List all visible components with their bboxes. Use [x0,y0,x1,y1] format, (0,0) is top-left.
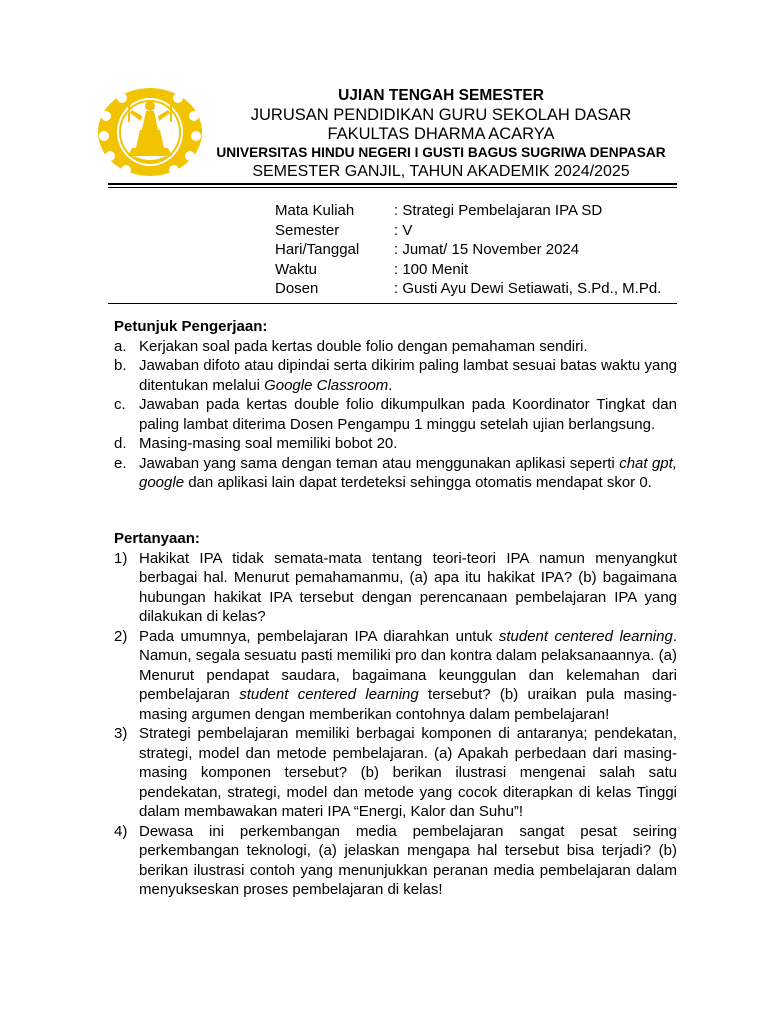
question-item [114,724,677,822]
instruction-item [114,454,677,493]
instruction-item [114,395,677,434]
item-text: . Namun, segala sesuatu pasti memiliki pro dan kontra dalam pelaksanaannya. (a) Menurut pendapat saudara, bagaimana keunggulan dan kelemahan dari pembelajaran [139,627,677,703]
info-row-course [275,201,661,221]
faculty-name: FAKULTAS DHARMA ACARYA [327,125,555,143]
item-text-italic: student centered learning [239,686,419,703]
instructions-section [114,317,677,493]
question-item [114,822,677,900]
item-text: Dewasa ini perkembangan media pembelajaran sangat pesat seiring perkembangan teknologi, (a) jelaskan mengapa hal tersebut bisa terjadi? (b) berikan ilustrasi contoh yang menunjukkan peranan media pembelajaran dalam menyukseskan proses pembelajaran di kelas! [139,822,677,898]
item-text: Strategi pembelajaran memiliki berbagai komponen di antaranya; pendekatan, strategi, model dan metode pembelajaran. (a) Apakah perbedaan dari masing-masing komponen tersebut? (b) berikan ilustrasi mengenai salah satu pendekatan, strategi, model dan metode yang cocok diterapkan di kelas Tinggi dalam membawakan materi IPA “Energi, Kalor dan Suhu”! [139,725,677,820]
header-divider [108,183,677,185]
instruction-item [114,434,677,454]
item-marker: 3) [114,725,128,742]
item-marker: b. [114,357,127,374]
instruction-item [114,337,677,357]
info-value: : Jumat/ 15 November 2024 [394,241,580,258]
item-text: dan aplikasi lain dapat terdeteksi sehingga otomatis mendapat skor 0. [184,474,652,491]
item-marker: a. [114,337,127,355]
info-value: : 100 Menit [394,260,469,278]
item-marker: c. [114,396,126,413]
info-label: Hari/Tanggal [275,241,360,258]
item-text: Hakikat IPA tidak semata-mata tentang teori-teori IPA namun menyangkut berbagai hal. Menurut pemahamanmu, (a) apa itu hakikat IPA? (b) bagaimana hubungan hakikat IPA tersebut dengan perencanaan pembelajaran IPA yang dilakukan di kelas? [139,549,677,625]
info-label: Dosen [275,280,319,297]
item-text: Pada umumnya, pembelajaran IPA diarahkan untuk [139,627,499,645]
info-label: Mata Kuliah [275,202,355,219]
question-item [114,549,677,627]
academic-semester: SEMESTER GANJIL, TAHUN AKADEMIK 2024/2025 [252,163,630,180]
question-item [114,627,677,725]
item-text: . [388,376,393,394]
item-marker: 2) [114,627,128,645]
item-text: Jawaban difoto atau dipindai serta dikirim paling lambat sesuai batas waktu yang ditentukan melalui [139,357,677,394]
info-divider [108,303,677,304]
item-text-italic: chat gpt, google [139,454,677,491]
exam-title: UJIAN TENGAH SEMESTER [338,87,544,104]
item-marker: e. [114,454,127,472]
info-label: Waktu [275,260,317,278]
header-divider-thin [108,187,677,188]
item-text: Jawaban pada kertas double folio dikumpulkan pada Koordinator Tingkat dan paling lambat diterima Dosen Pengampu 1 minggu setelah ujian berlangsung. [139,396,677,433]
info-label: Semester [275,221,340,239]
item-text: Masing-masing soal memiliki bobot 20. [139,435,398,452]
item-marker: 4) [114,822,128,840]
info-value: : V [394,221,413,239]
item-text-italic: Google Classroom [264,376,389,394]
item-text: Jawaban yang sama dengan teman atau menggunakan aplikasi seperti [139,454,620,472]
info-row-duration [275,260,661,280]
item-text: Kerjakan soal pada kertas double folio dengan pemahaman sendiri. [139,337,588,355]
info-row-date [275,240,661,260]
questions-title: Pertanyaan: [114,530,200,547]
info-value: : Strategi Pembelajaran IPA SD [394,202,603,219]
item-marker: d. [114,435,127,452]
item-text-italic: student centered learning [498,627,673,645]
department-name: JURUSAN PENDIDIKAN GURU SEKOLAH DASAR [250,106,632,124]
info-row-semester [275,221,661,241]
instruction-item [114,356,677,395]
instructions-title: Petunjuk Pengerjaan: [114,318,268,335]
item-text: tersebut? (b) uraikan pula masing-masing argumen dengan memberikan contohnya dalam pembelajaran! [139,686,678,723]
university-name: UNIVERSITAS HINDU NEGERI I GUSTI BAGUS SUGRIWA DENPASAR [216,145,666,160]
info-row-lecturer [275,279,661,299]
info-value: : Gusti Ayu Dewi Setiawati, S.Pd., M.Pd. [394,280,662,297]
university-logo [96,86,204,178]
questions-section [114,529,677,900]
course-info [275,201,661,299]
item-marker: 1) [114,549,128,567]
